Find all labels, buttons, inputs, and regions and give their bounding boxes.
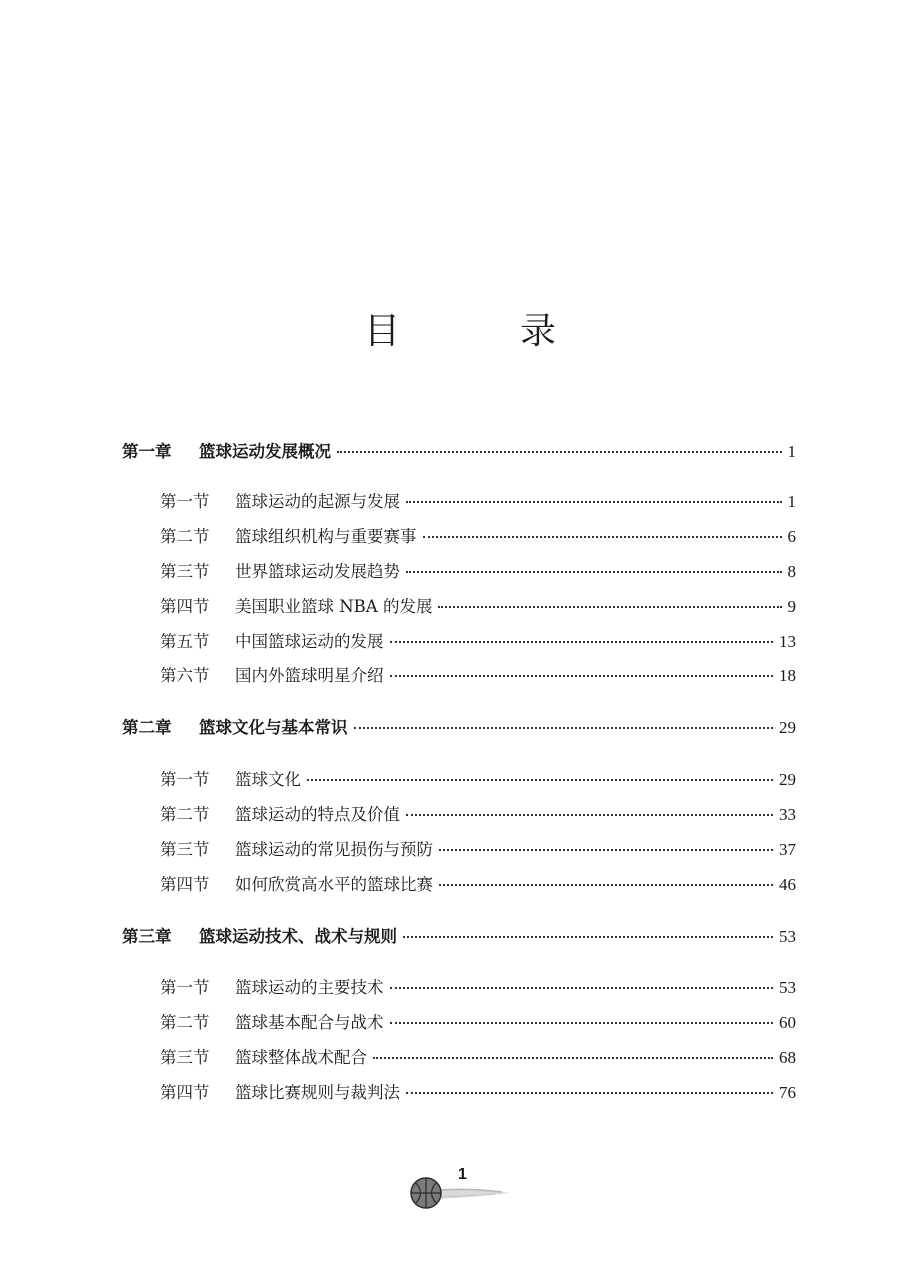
section-number: 第二节 [160, 805, 210, 824]
dot-leader [406, 571, 782, 573]
page-number: 53 [779, 927, 796, 946]
section-number: 第一节 [160, 492, 210, 511]
dot-leader [390, 1022, 774, 1024]
section-title: 国内外篮球明星介绍 [235, 666, 384, 685]
toc-chapter-3[interactable] [122, 926, 796, 948]
toc-section[interactable] [160, 977, 796, 999]
dot-leader [406, 814, 773, 816]
page-number: 53 [779, 978, 796, 997]
section-title: 美国职业篮球 NBA 的发展 [235, 597, 433, 616]
dot-leader [354, 727, 774, 729]
page-number: 76 [779, 1083, 796, 1102]
section-number: 第一节 [160, 978, 210, 997]
chapter-number: 第一章 [122, 442, 172, 461]
dot-leader [423, 536, 782, 538]
title-char-2: 录 [520, 311, 557, 352]
footer-page-number: 1 [458, 1166, 467, 1183]
dot-leader [438, 606, 781, 608]
chapter-title: 篮球文化与基本常识 [199, 718, 348, 737]
section-number: 第三节 [160, 1048, 210, 1067]
toc-section[interactable] [160, 874, 796, 896]
section-number: 第二节 [160, 1013, 210, 1032]
toc-section[interactable] [160, 491, 796, 513]
section-title: 篮球比赛规则与裁判法 [235, 1083, 400, 1102]
section-number: 第一节 [160, 770, 210, 789]
page-number: 9 [787, 597, 796, 616]
dot-leader [406, 501, 782, 503]
toc-chapter-2[interactable] [122, 717, 796, 739]
section-number: 第四节 [160, 1083, 210, 1102]
page-title [0, 312, 920, 352]
section-title: 世界篮球运动发展趋势 [235, 562, 400, 581]
page-number: 18 [779, 666, 796, 685]
section-number: 第二节 [160, 527, 210, 546]
dot-leader [403, 936, 773, 938]
page-number: 29 [779, 770, 796, 789]
section-title: 篮球文化 [235, 770, 301, 789]
section-title: 篮球组织机构与重要赛事 [235, 527, 417, 546]
section-number: 第五节 [160, 632, 210, 651]
toc-section[interactable] [160, 596, 796, 618]
toc-section[interactable] [160, 561, 796, 583]
dot-leader [406, 1092, 773, 1094]
chapter-number: 第三章 [122, 927, 172, 946]
section-number: 第三节 [160, 562, 210, 581]
dot-leader [439, 849, 773, 851]
section-title: 中国篮球运动的发展 [235, 632, 384, 651]
page-number: 6 [787, 527, 796, 546]
chapter-title: 篮球运动技术、战术与规则 [199, 927, 397, 946]
toc-section[interactable] [160, 1012, 796, 1034]
page-number: 1 [787, 492, 796, 511]
page-number: 46 [779, 875, 796, 894]
page-number: 68 [779, 1048, 796, 1067]
section-title: 如何欣赏高水平的篮球比赛 [235, 875, 433, 894]
toc-section[interactable] [160, 631, 796, 653]
chapter-title: 篮球运动发展概况 [199, 442, 331, 461]
page-number: 33 [779, 805, 796, 824]
toc-section[interactable] [160, 526, 796, 548]
dot-leader [390, 987, 774, 989]
section-title: 篮球运动的常见损伤与预防 [235, 840, 433, 859]
dot-leader [307, 779, 773, 781]
toc-section[interactable] [160, 804, 796, 826]
toc-chapter-1[interactable] [122, 441, 796, 463]
page-number: 29 [779, 718, 796, 737]
page-number: 13 [779, 632, 796, 651]
page-number: 37 [779, 840, 796, 859]
dot-leader [439, 884, 773, 886]
dot-leader [337, 451, 782, 453]
section-title: 篮球基本配合与战术 [235, 1013, 384, 1032]
section-title: 篮球运动的主要技术 [235, 978, 384, 997]
title-char-1: 目 [363, 311, 400, 352]
toc-section[interactable] [160, 1047, 796, 1069]
section-title: 篮球运动的特点及价值 [235, 805, 400, 824]
dot-leader [390, 641, 774, 643]
section-title: 篮球运动的起源与发展 [235, 492, 400, 511]
chapter-number: 第二章 [122, 718, 172, 737]
page-number: 8 [787, 562, 796, 581]
toc-section[interactable] [160, 1082, 796, 1104]
toc-section[interactable] [160, 665, 796, 687]
toc-section[interactable] [160, 839, 796, 861]
section-title: 篮球整体战术配合 [235, 1048, 367, 1067]
section-number: 第三节 [160, 840, 210, 859]
section-number: 第六节 [160, 666, 210, 685]
toc-section[interactable] [160, 769, 796, 791]
page-number: 1 [787, 442, 796, 461]
section-number: 第四节 [160, 875, 210, 894]
section-number: 第四节 [160, 597, 210, 616]
dot-leader [390, 675, 774, 677]
dot-leader [373, 1057, 773, 1059]
page-number: 60 [779, 1013, 796, 1032]
